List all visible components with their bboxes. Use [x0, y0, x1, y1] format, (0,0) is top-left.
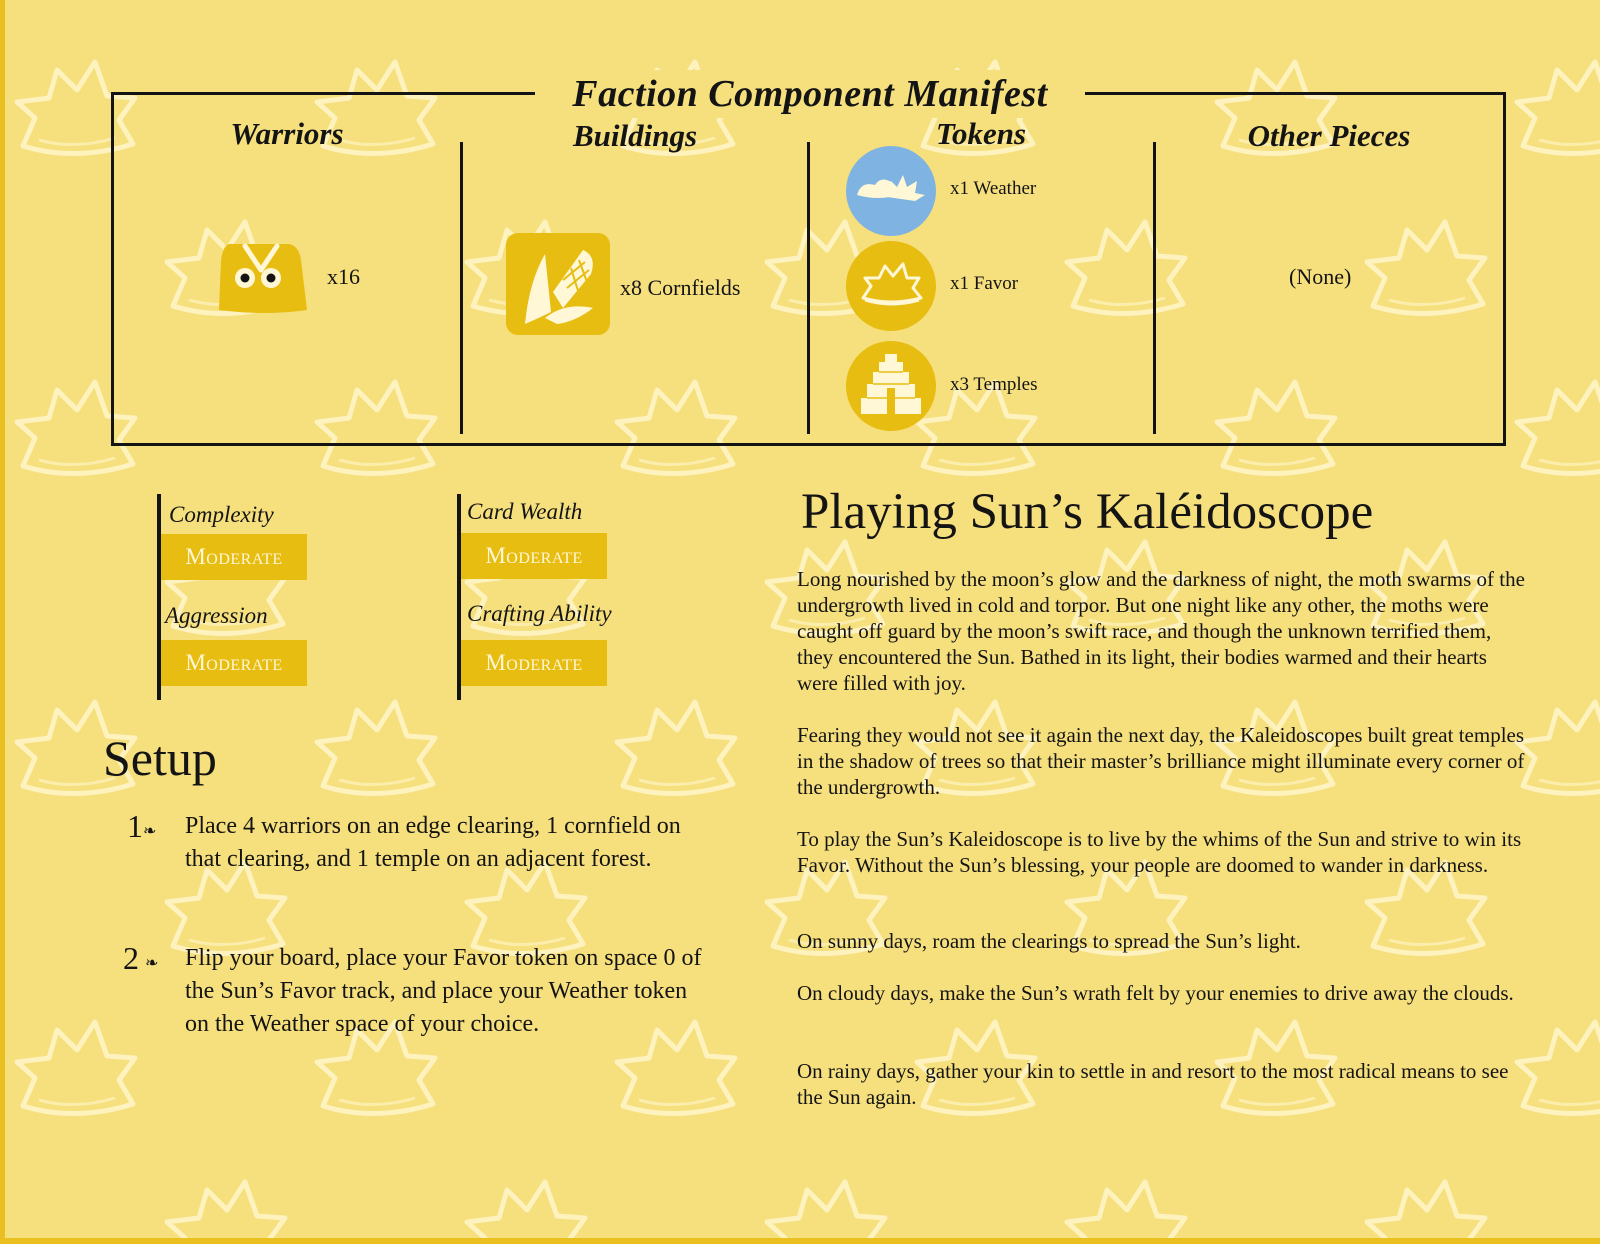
weather-token-icon [845, 145, 937, 237]
page-content [5, 0, 1600, 1244]
aggression-label: Aggression [165, 603, 268, 628]
card-wealth-badge: Moderate [461, 533, 607, 579]
step-number: 1 [127, 808, 143, 844]
moth-flourish-icon: ❧ [145, 955, 159, 972]
playing-title: Playing Sun’s Kaléidoscope [801, 484, 1374, 540]
lore-paragraph: On rainy days, gather your kin to settle in and resort to the most radical means to see the Sun again. [797, 1059, 1509, 1109]
lore-paragraph: Long nourished by the moon’s glow and the darkness of night, the moth swarms of the undergrowth lived in cold and torpor. But one night like any other, the moths were caught off guard by the moon’s swift race, and though the unknown terrified them, they encountered the Sun. Bathed in its light, their bodies warmed and their hearts were filled with joy. [797, 567, 1525, 695]
warriors-heading: Warriors [230, 116, 344, 151]
card-wealth-label: Card Wealth [467, 499, 583, 524]
setup-step-text: Flip your board, place your Favor token on space 0 of the Sun’s Favor track, and place your Weather token on the Weather space of your choice. [185, 945, 702, 1037]
favor-token-label: x1 Favor [950, 273, 1019, 294]
buildings-count: x8 Cornfields [620, 275, 741, 300]
setup-step-text: Place 4 warriors on an edge clearing, 1 cornfield on that clearing, and 1 temple on an adjacent forest. [185, 813, 681, 872]
column-divider [807, 142, 810, 434]
crafting-ability-badge: Moderate [461, 640, 607, 686]
lore-paragraph: To play the Sun’s Kaleidoscope is to live by the whims of the Sun and strive to win its Favor. Without the Sun’s blessing, your people are doomed to wander in darkness. [797, 827, 1522, 877]
lore-paragraph: Fearing they would not see it again the next day, the Kaleidoscopes built great temples in the shadow of trees so that their master’s brilliance might illuminate every corner of the undergrowth. [797, 723, 1525, 799]
weather-token-label: x1 Weather [950, 178, 1037, 199]
favor-token-icon [845, 240, 937, 332]
manifest-title: Faction Component Manifest [535, 70, 1085, 118]
other-pieces-value: (None) [1289, 264, 1352, 289]
moth-warrior-icon [215, 240, 311, 316]
tokens-heading: Tokens [935, 116, 1027, 151]
setup-title: Setup [103, 730, 217, 786]
aggression-badge: Moderate [161, 640, 307, 686]
crafting-ability-label: Crafting Ability [467, 601, 612, 626]
temples-token-label: x3 Temples [950, 374, 1038, 395]
lore-paragraph: On cloudy days, make the Sun’s wrath felt by your enemies to drive away the clouds. [797, 981, 1514, 1005]
other-pieces-heading: Other Pieces [1247, 118, 1411, 153]
step-number: 2 [123, 940, 139, 976]
complexity-badge: Moderate [161, 534, 307, 580]
cornfield-icon [505, 232, 611, 336]
column-divider [460, 142, 463, 434]
column-divider [1153, 142, 1156, 434]
complexity-label: Complexity [169, 502, 274, 527]
moth-flourish-icon: ❧ [143, 823, 157, 840]
warriors-count: x16 [327, 264, 360, 289]
buildings-heading: Buildings [572, 118, 698, 153]
lore-paragraph: On sunny days, roam the clearings to spread the Sun’s light. [797, 929, 1301, 953]
temple-token-icon [845, 340, 937, 432]
